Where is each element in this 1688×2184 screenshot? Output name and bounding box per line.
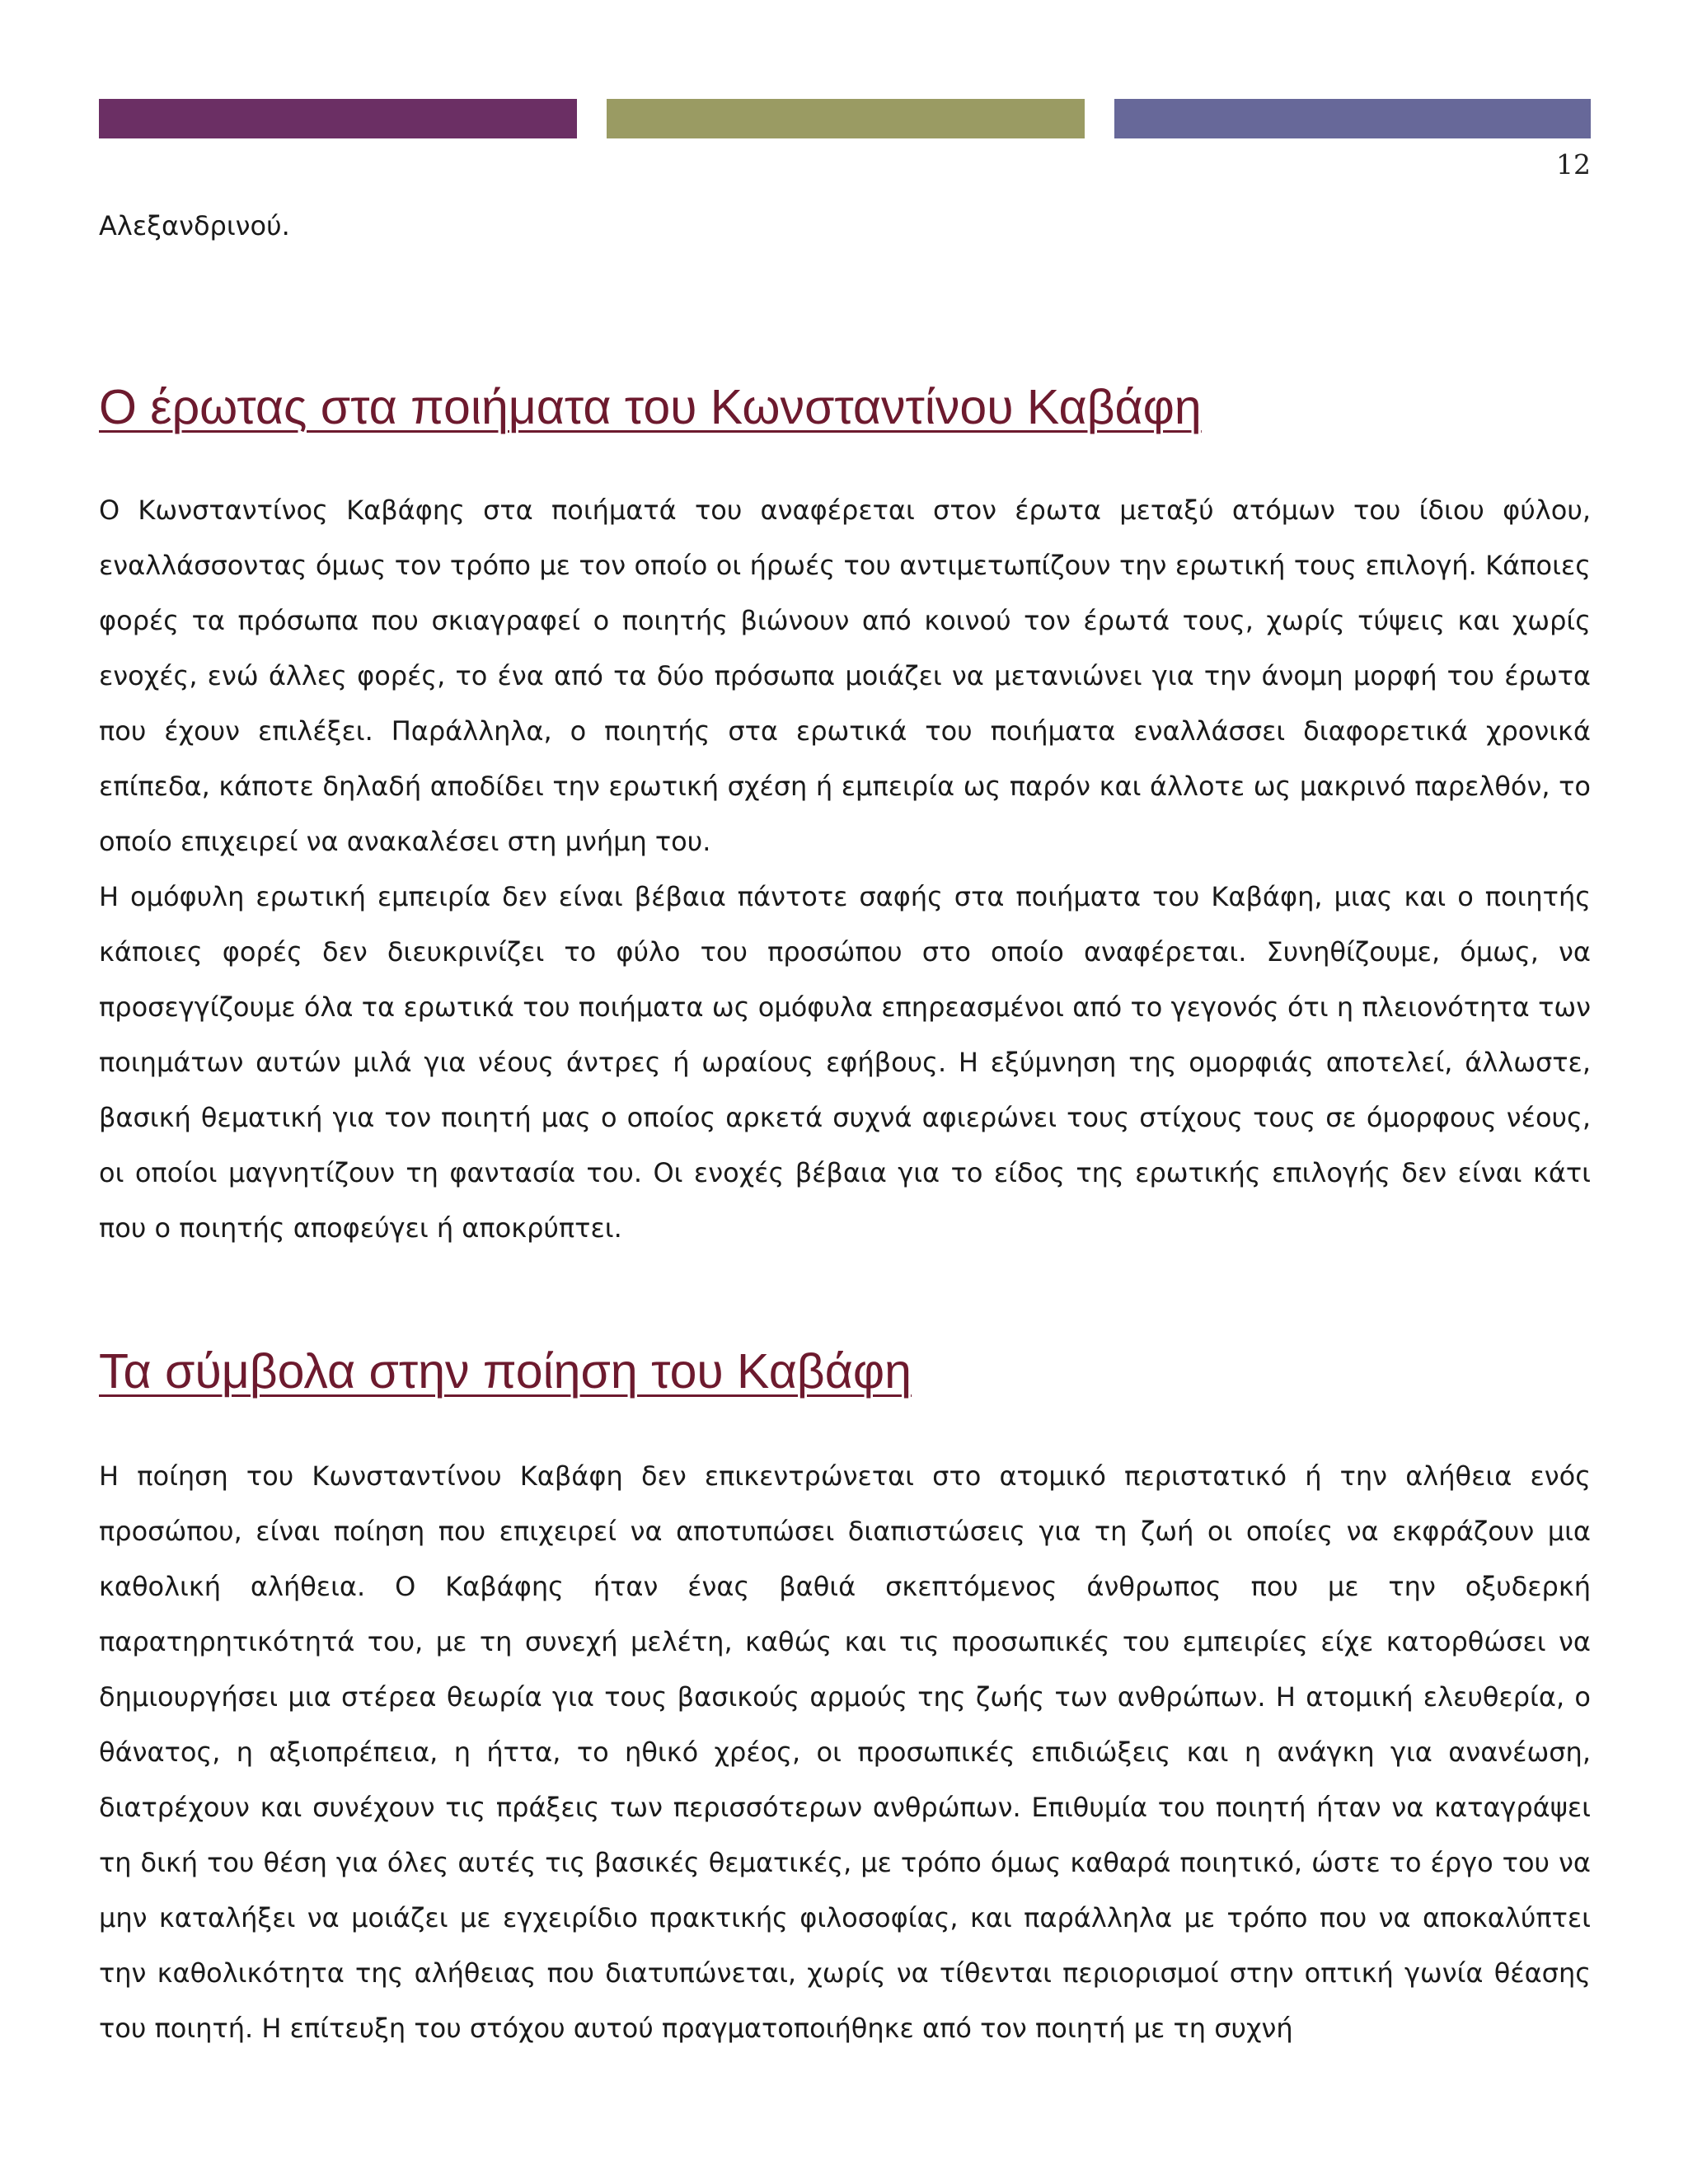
section-heading-love: Ο έρωτας στα ποιήματα του Κωνσταντίνου Καβάφη: [99, 380, 1202, 434]
header-bar-blue: [1114, 99, 1591, 138]
document-body: [99, 198, 1591, 2056]
header-bar-purple: [99, 99, 577, 138]
page-number: 12: [1556, 148, 1591, 180]
continuation-text: Αλεξανδρινού.: [99, 210, 290, 241]
paragraph: Η ποίηση του Κωνσταντίνου Καβάφη δεν επικεντρώνεται στο ατομικό περιστατικό ή την αλήθεια ενός προσώπου, είναι ποίηση που επιχειρεί να αποτυπώσει διαπιστώσεις για τη ζωή οι οποίες να εκφράζουν μια καθολική αλήθεια. Ο Καβάφης ήταν ένας βαθιά σκεπτόμενος άνθρωπος που με την οξυδερκή παρατηρητικότητά του, με τη συνεχή μελέτη, καθώς και τις προσωπικές του εμπειρίες είχε κατορθώσει να δημιουργήσει μια στέρεα θεωρία για τους βασικούς αρμούς της ζωής των ανθρώπων. Η ατομική ελευθερία, ο θάνατος, η αξιοπρέπεια, η ήττα, το ηθικό χρέος, οι προσωπικές επιδιώξεις και η ανάγκη για ανανέωση, διατρέχουν και συνέχουν τις πράξεις των περισσότερων ανθρώπων. Επιθυμία του ποιητή ήταν να καταγράψει τη δική του θέση για όλες αυτές τις βασικές θεματικές, με τρόπο όμως καθαρά ποιητικό, ώστε το έργο του να μην καταλήξει να μοιάζει με εγχειρίδιο πρακτικής φιλοσοφίας, και παράλληλα με τρόπο που να αποκαλύπτει την καθολικότητα της αλήθειας που διατυπώνεται, χωρίς να τίθενται περιορισμοί στην οπτική γωνία θέασης του ποιητή. Η επίτευξη του στόχου αυτού πραγματοποιήθηκε από τον ποιητή με τη συχνή: [99, 1460, 1591, 2044]
paragraph: Η ομόφυλη ερωτική εμπειρία δεν είναι βέβαια πάντοτε σαφής στα ποιήματα του Καβάφη, μιας και ο ποιητής κάποιες φορές δεν διευκρινίζει το φύλο του προσώπου στο οποίο αναφέρεται. Συνηθίζουμε, όμως, να προσεγγίζουμε όλα τα ερωτικά του ποιήματα ως ομόφυλα επηρεασμένοι από το γεγονός ότι η πλειονότητα των ποιημάτων αυτών μιλά για νέους άντρες ή ωραίους εφήβους. Η εξύμνηση της ομορφιάς αποτελεί, άλλωστε, βασική θεματική για τον ποιητή μας ο οποίος αρκετά συχνά αφιερώνει τους στίχους τους σε όμορφους νέους, οι οποίοι μαγνητίζουν τη φαντασία του. Οι ενοχές βέβαια για το είδος της ερωτικής επιλογής δεν είναι κάτι που ο ποιητής αποφεύγει ή αποκρύπτει.: [99, 881, 1591, 1244]
section-heading-symbols: Τα σύμβολα στην ποίηση του Καβάφη: [99, 1344, 912, 1399]
header-bar-olive: [607, 99, 1085, 138]
paragraph: Ο Κωνσταντίνος Καβάφης στα ποιήματά του αναφέρεται στον έρωτα μεταξύ ατόμων του ίδιου φύλου, εναλλάσσοντας όμως τον τρόπο με τον οποίο οι ήρωές του αντιμετωπίζουν την ερωτική τους επιλογή. Κάποιες φορές τα πρόσωπα που σκιαγραφεί ο ποιητής βιώνουν από κοινού τον έρωτά τους, χωρίς τύψεις και χωρίς ενοχές, ενώ άλλες φορές, το ένα από τα δύο πρόσωπα μοιάζει να μετανιώνει για την άνομη μορφή του έρωτα που έχουν επιλέξει. Παράλληλα, ο ποιητής στα ερωτικά του ποιήματα εναλλάσσει διαφορετικά χρονικά επίπεδα, κάποτε δηλαδή αποδίδει την ερωτική σχέση ή εμπειρία ως παρόν και άλλοτε ως μακρινό παρελθόν, το οποίο επιχειρεί να ανακαλέσει στη μνήμη του.: [99, 494, 1591, 857]
